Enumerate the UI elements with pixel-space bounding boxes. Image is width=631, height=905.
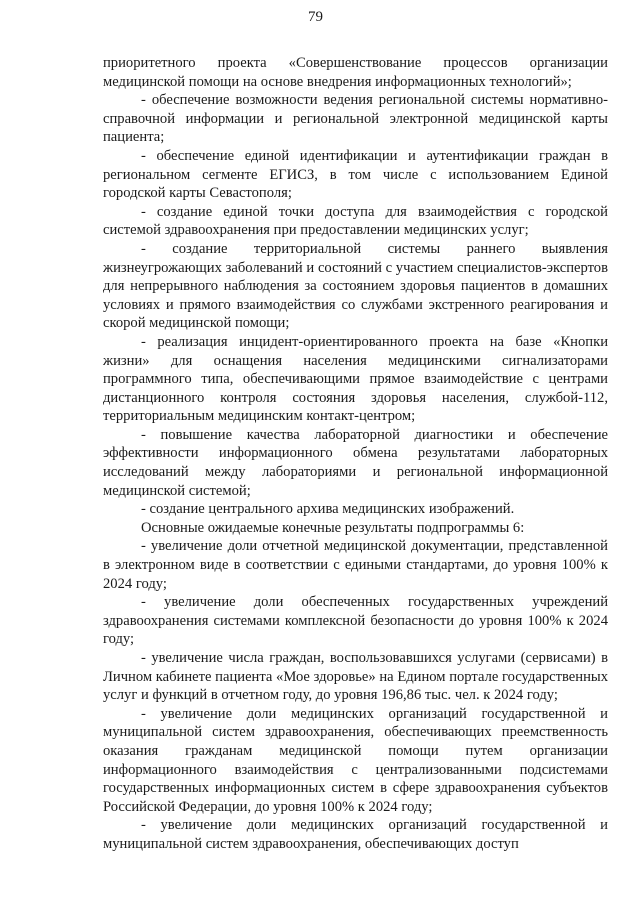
page-number: 79 xyxy=(308,9,323,25)
paragraph: - реализация инцидент-ориентированного проекта на базе «Кнопки жизни» для оснащения населения медицинскими сигнализаторами программного типа, обеспечивающими прямое взаимодействие с центрами дистанционного контроля состояния здоровья населения, службой-112, территориальным медицинским контакт-центром; xyxy=(103,333,608,425)
paragraph: - обеспечение единой идентификации и аутентификации граждан в региональном сегменте ЕГИСЗ, в том числе с использованием Единой городской карты Севастополя; xyxy=(103,147,608,202)
paragraph: - повышение качества лабораторной диагностики и обеспечение эффективности информационного обмена результатами лабораторных исследований между лабораториями и региональной информационной медицинской системой; xyxy=(103,426,608,499)
document-body xyxy=(103,54,608,854)
paragraph: - увеличение доли обеспеченных государственных учреждений здравоохранения системами комплексной безопасности до уровня 100% к 2024 году; xyxy=(103,594,608,648)
paragraph: - создание центрального архива медицинских изображений. xyxy=(141,501,515,518)
paragraph: - увеличение доли медицинских организаций государственной и муниципальной систем здравоохранения, обеспечивающих преемственность оказания гражданам медицинской помощи путем организации информационного взаимодействия с централизованными подсистемами государственных информационных систем в сфере здравоохранения субъектов Российской Федерации, до уровня 100% к 2024 году; xyxy=(103,705,608,815)
paragraph: Основные ожидаемые конечные результаты подпрограммы 6: xyxy=(141,519,525,536)
paragraph: - увеличение числа граждан, воспользовавшихся услугами (сервисами) в Личном кабинете пациента «Мое здоровье» на Едином портале государственных услуг и функций в отчетном году, до уровня 196,86 тыс. чел. к 2024 году; xyxy=(103,650,608,704)
paragraph: - увеличение доли отчетной медицинской документации, представленной в электронном виде в соответствии с едиными стандартами, до уровня 100% к 2024 году; xyxy=(103,538,608,592)
paragraph: - обеспечение возможности ведения региональной системы нормативно-справочной информации и региональной электронной медицинской карты пациента; xyxy=(103,92,608,146)
paragraph: - создание территориальной системы раннего выявления жизнеугрожающих заболеваний и состояний с участием специалистов-экспертов для непрерывного наблюдения за состоянием здоровья пациентов в домашних условиях и прямого взаимодействия со службами экстренного реагирования и скорой медицинской помощи; xyxy=(103,240,608,332)
paragraph: приоритетного проекта «Совершенствование процессов организации медицинской помощи на основе внедрения информационных технологий»; xyxy=(103,55,608,90)
paragraph: - увеличение доли медицинских организаций государственной и муниципальной систем здравоохранения, обеспечивающих доступ xyxy=(103,817,608,852)
paragraph: - создание единой точки доступа для взаимодействия с городской системой здравоохранения при предоставлении медицинских услуг; xyxy=(103,203,608,239)
